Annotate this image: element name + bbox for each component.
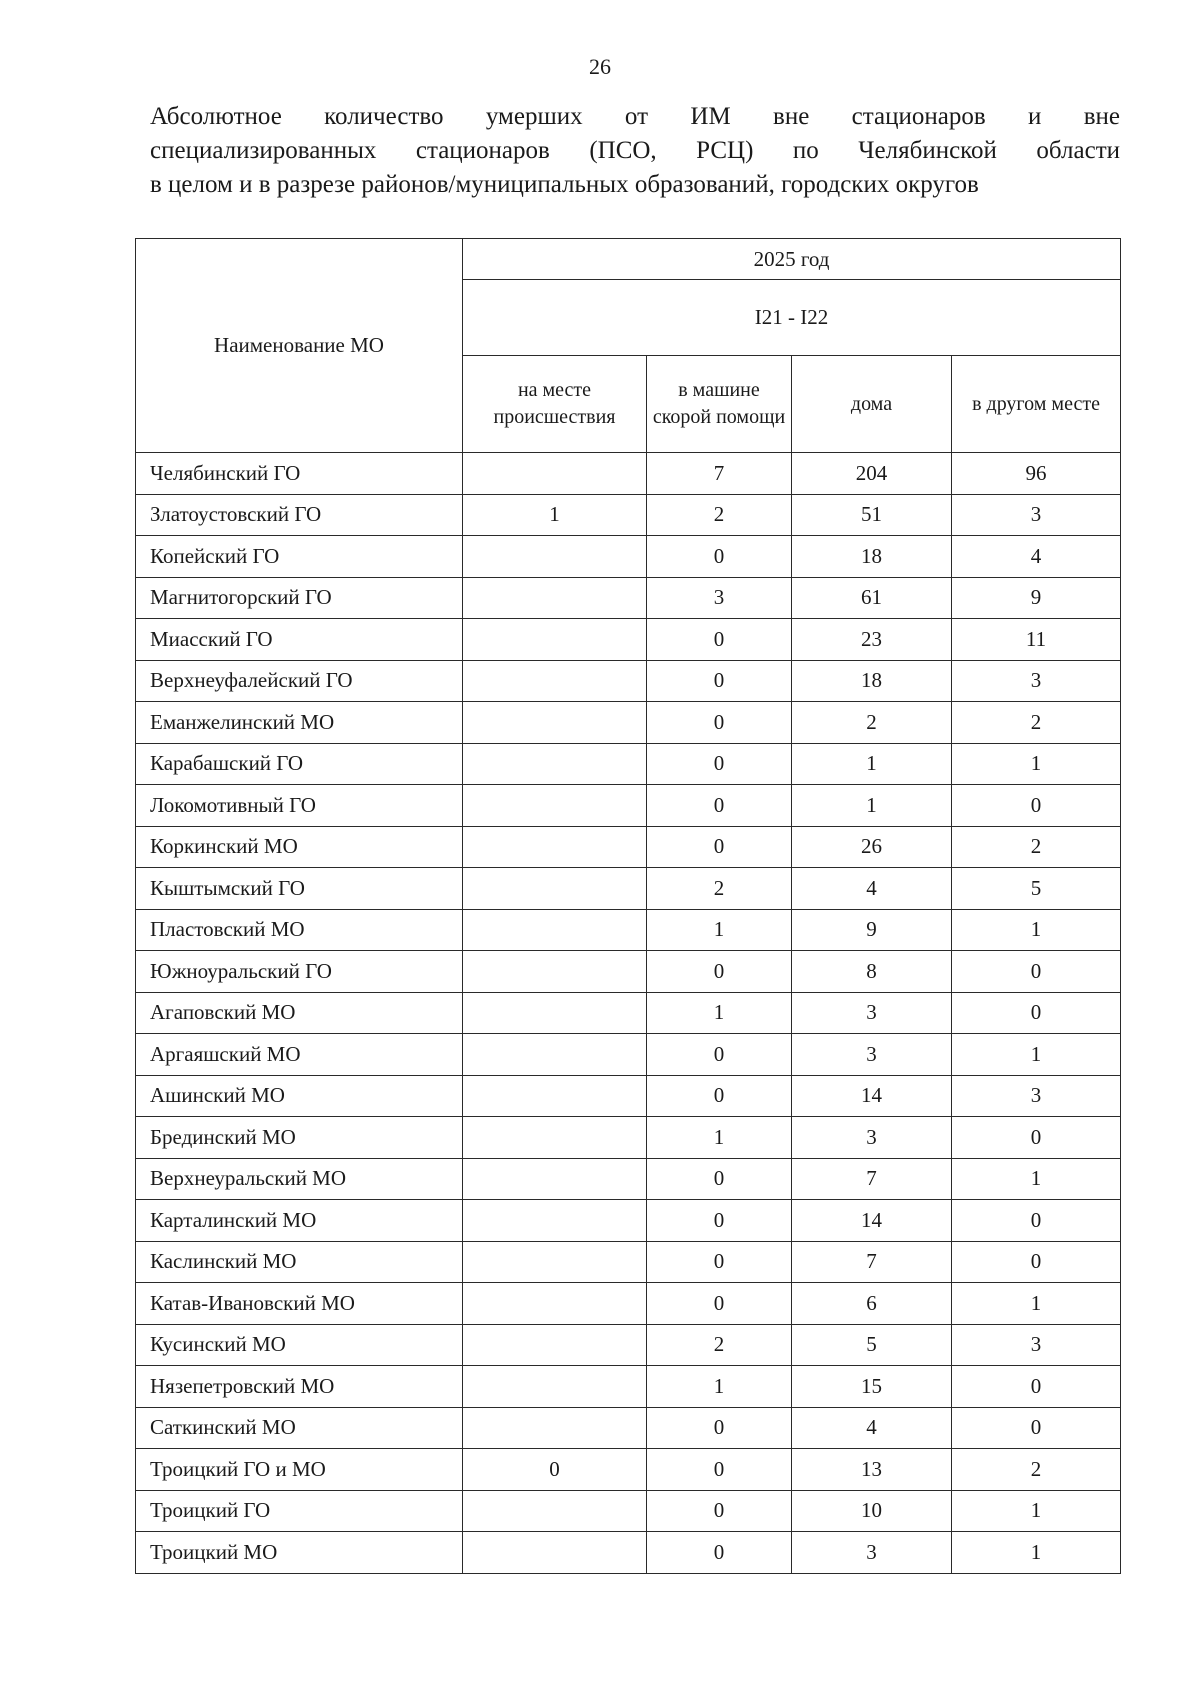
cell-other: 1 [952,909,1121,951]
cell-scene [463,453,647,495]
cell-other: 2 [952,702,1121,744]
cell-other: 3 [952,1075,1121,1117]
cell-scene [463,1075,647,1117]
cell-home: 3 [792,1532,952,1574]
cell-other: 0 [952,1241,1121,1283]
table-row [136,1034,1121,1076]
cell-scene [463,909,647,951]
cell-scene [463,1200,647,1242]
cell-home: 13 [792,1449,952,1491]
cell-ambulance: 1 [647,909,792,951]
table-row [136,1158,1121,1200]
cell-ambulance: 0 [647,743,792,785]
cell-mo-name: Южноуральский ГО [136,951,463,993]
cell-home: 7 [792,1158,952,1200]
cell-mo-name: Коркинский МО [136,826,463,868]
cell-ambulance: 0 [647,1283,792,1325]
cell-mo-name: Копейский ГО [136,536,463,578]
table-row [136,1449,1121,1491]
cell-home: 7 [792,1241,952,1283]
table-row [136,1241,1121,1283]
cell-ambulance: 0 [647,1449,792,1491]
cell-other: 0 [952,992,1121,1034]
cell-other: 1 [952,1490,1121,1532]
cell-scene [463,992,647,1034]
page-number: 26 [589,54,611,79]
cell-home: 14 [792,1075,952,1117]
cell-home: 4 [792,868,952,910]
cell-other: 2 [952,826,1121,868]
cell-other: 1 [952,1283,1121,1325]
cell-other: 3 [952,660,1121,702]
cell-mo-name: Верхнеуральский МО [136,1158,463,1200]
table-row [136,1532,1121,1574]
cell-scene [463,743,647,785]
cell-home: 9 [792,909,952,951]
header-col-home: дома [792,356,952,453]
cell-ambulance: 0 [647,826,792,868]
heading-line: Абсолютное количество умерших от ИМ вне стационаров и вне [150,103,1120,130]
cell-other: 0 [952,1200,1121,1242]
cell-home: 26 [792,826,952,868]
cell-other: 11 [952,619,1121,661]
cell-ambulance: 3 [647,577,792,619]
cell-other: 9 [952,577,1121,619]
cell-home: 1 [792,743,952,785]
cell-mo-name: Каслинский МО [136,1241,463,1283]
mortality-table [135,238,1121,1574]
cell-scene [463,619,647,661]
table-row [136,1324,1121,1366]
cell-ambulance: 1 [647,1117,792,1159]
cell-home: 204 [792,453,952,495]
cell-other: 4 [952,536,1121,578]
header-col-scene: на месте происшествия [463,356,647,453]
cell-scene [463,1283,647,1325]
cell-other: 0 [952,1366,1121,1408]
cell-mo-name: Аргаяшский МО [136,1034,463,1076]
cell-mo-name: Златоустовский ГО [136,494,463,536]
cell-other: 3 [952,494,1121,536]
cell-ambulance: 7 [647,453,792,495]
cell-home: 5 [792,1324,952,1366]
cell-other: 2 [952,1449,1121,1491]
cell-mo-name: Ашинский МО [136,1075,463,1117]
cell-scene [463,577,647,619]
cell-ambulance: 0 [647,702,792,744]
table-row [136,826,1121,868]
cell-ambulance: 0 [647,1075,792,1117]
cell-ambulance: 0 [647,1241,792,1283]
cell-scene [463,536,647,578]
cell-ambulance: 0 [647,619,792,661]
cell-home: 18 [792,660,952,702]
cell-scene [463,1532,647,1574]
cell-home: 61 [792,577,952,619]
cell-other: 0 [952,1407,1121,1449]
table-row [136,660,1121,702]
cell-ambulance: 1 [647,1366,792,1408]
cell-other: 1 [952,1034,1121,1076]
cell-scene [463,951,647,993]
cell-ambulance: 0 [647,951,792,993]
cell-scene [463,1490,647,1532]
cell-home: 23 [792,619,952,661]
cell-mo-name: Кыштымский ГО [136,868,463,910]
table-row [136,1200,1121,1242]
cell-mo-name: Троицкий ГО и МО [136,1449,463,1491]
cell-mo-name: Миасский ГО [136,619,463,661]
cell-home: 15 [792,1366,952,1408]
cell-scene [463,1324,647,1366]
cell-mo-name: Локомотивный ГО [136,785,463,827]
header-col-other: в другом месте [952,356,1121,453]
cell-scene [463,1117,647,1159]
cell-mo-name: Нязепетровский МО [136,1366,463,1408]
cell-mo-name: Троицкий МО [136,1532,463,1574]
cell-mo-name: Челябинский ГО [136,453,463,495]
table-row [136,577,1121,619]
heading-line: в целом и в разрезе районов/муниципальных образований, городских округов [150,171,979,198]
table-row [136,951,1121,993]
cell-mo-name: Катав-Ивановский МО [136,1283,463,1325]
cell-mo-name: Саткинский МО [136,1407,463,1449]
header-codes: I21 - I22 [463,280,1121,356]
cell-home: 4 [792,1407,952,1449]
heading-line: специализированных стационаров (ПСО, РСЦ) по Челябинской области [150,137,1120,164]
cell-other: 0 [952,951,1121,993]
cell-scene [463,785,647,827]
cell-ambulance: 0 [647,1407,792,1449]
table-row [136,743,1121,785]
cell-mo-name: Карабашский ГО [136,743,463,785]
cell-scene [463,1241,647,1283]
cell-scene [463,660,647,702]
table-row [136,1075,1121,1117]
cell-other: 0 [952,785,1121,827]
cell-mo-name: Кусинский МО [136,1324,463,1366]
table-row [136,909,1121,951]
table-row [136,785,1121,827]
cell-mo-name: Магнитогорский ГО [136,577,463,619]
cell-mo-name: Пластовский МО [136,909,463,951]
cell-mo-name: Верхнеуфалейский ГО [136,660,463,702]
table-body [136,453,1121,1574]
cell-scene [463,868,647,910]
table-row [136,619,1121,661]
cell-other: 3 [952,1324,1121,1366]
cell-scene [463,1158,647,1200]
table-heading [150,100,1120,202]
header-col-ambulance: в машине скорой помощи [647,356,792,453]
cell-mo-name: Еманжелинский МО [136,702,463,744]
cell-home: 8 [792,951,952,993]
cell-ambulance: 2 [647,1324,792,1366]
cell-home: 3 [792,1117,952,1159]
cell-mo-name: Агаповский МО [136,992,463,1034]
cell-ambulance: 0 [647,1532,792,1574]
cell-home: 3 [792,992,952,1034]
cell-home: 3 [792,1034,952,1076]
table-row [136,868,1121,910]
cell-ambulance: 1 [647,992,792,1034]
table-row [136,453,1121,495]
table-row [136,1490,1121,1532]
cell-ambulance: 2 [647,494,792,536]
cell-ambulance: 0 [647,1034,792,1076]
cell-home: 10 [792,1490,952,1532]
cell-other: 5 [952,868,1121,910]
cell-home: 14 [792,1200,952,1242]
cell-home: 1 [792,785,952,827]
cell-ambulance: 0 [647,1158,792,1200]
cell-other: 96 [952,453,1121,495]
cell-scene [463,1407,647,1449]
header-mo-name: Наименование МО [136,239,463,453]
table-row [136,1366,1121,1408]
cell-ambulance: 0 [647,1200,792,1242]
cell-other: 0 [952,1117,1121,1159]
cell-mo-name: Карталинский МО [136,1200,463,1242]
table-row [136,702,1121,744]
cell-other: 1 [952,1158,1121,1200]
cell-other: 1 [952,743,1121,785]
cell-scene [463,1366,647,1408]
table-row [136,1407,1121,1449]
cell-home: 18 [792,536,952,578]
cell-home: 2 [792,702,952,744]
cell-home: 6 [792,1283,952,1325]
table-row [136,536,1121,578]
table-row [136,992,1121,1034]
cell-mo-name: Троицкий ГО [136,1490,463,1532]
cell-scene [463,826,647,868]
cell-scene [463,702,647,744]
cell-ambulance: 2 [647,868,792,910]
cell-scene [463,1034,647,1076]
cell-scene: 0 [463,1449,647,1491]
cell-other: 1 [952,1532,1121,1574]
cell-ambulance: 0 [647,660,792,702]
cell-ambulance: 0 [647,536,792,578]
cell-ambulance: 0 [647,1490,792,1532]
table-row [136,1117,1121,1159]
table-row [136,1283,1121,1325]
cell-ambulance: 0 [647,785,792,827]
cell-mo-name: Брединский МО [136,1117,463,1159]
cell-home: 51 [792,494,952,536]
cell-scene: 1 [463,494,647,536]
table-row [136,494,1121,536]
header-year: 2025 год [463,239,1121,280]
